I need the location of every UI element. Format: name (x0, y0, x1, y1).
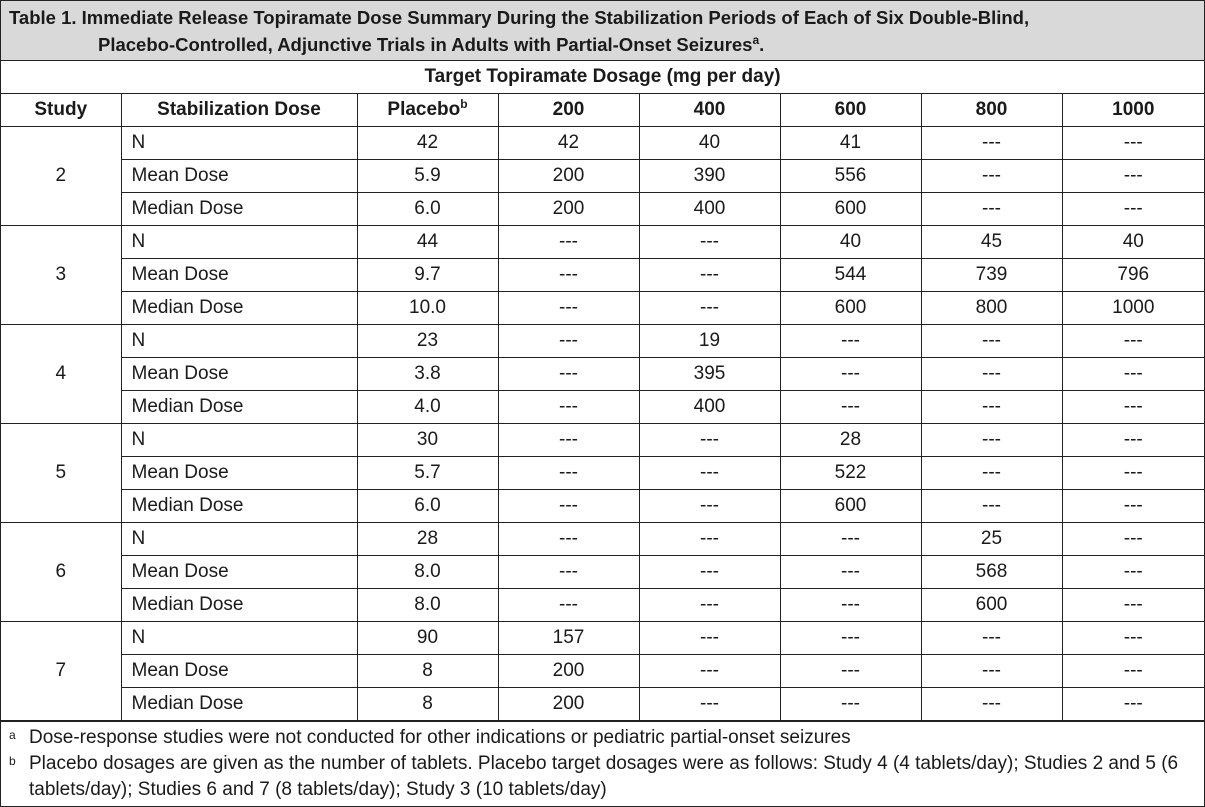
value-cell-600: 40 (780, 226, 921, 259)
value-cell-600: --- (780, 655, 921, 688)
table-row (1, 688, 1204, 721)
value-cell-1000: --- (1062, 622, 1204, 655)
value-cell-200: --- (498, 391, 639, 424)
value-cell-400: 395 (639, 358, 780, 391)
value-cell-800: --- (921, 457, 1062, 490)
header-stabilization-dose: Stabilization Dose (121, 94, 357, 127)
header-placebo-label: Placebo (387, 99, 461, 120)
value-cell-200: --- (498, 556, 639, 589)
table-row (1, 325, 1204, 358)
value-cell-200: --- (498, 457, 639, 490)
value-cell-400: --- (639, 655, 780, 688)
value-cell-placebo: 44 (357, 226, 498, 259)
value-cell-200: --- (498, 424, 639, 457)
table-row (1, 490, 1204, 523)
stabilization-dose-label: N (121, 127, 357, 160)
value-cell-800: --- (921, 127, 1062, 160)
stabilization-dose-label: Median Dose (121, 193, 357, 226)
value-cell-200: --- (498, 589, 639, 622)
header-600: 600 (780, 94, 921, 127)
value-cell-600: 41 (780, 127, 921, 160)
value-cell-600: --- (780, 391, 921, 424)
value-cell-1000: --- (1062, 424, 1204, 457)
stabilization-dose-label: Median Dose (121, 391, 357, 424)
stabilization-dose-label: N (121, 523, 357, 556)
value-cell-1000: --- (1062, 160, 1204, 193)
value-cell-800: --- (921, 391, 1062, 424)
value-cell-1000: 40 (1062, 226, 1204, 259)
value-cell-1000: --- (1062, 589, 1204, 622)
stabilization-dose-label: N (121, 622, 357, 655)
value-cell-200: 200 (498, 655, 639, 688)
header-400: 400 (639, 94, 780, 127)
value-cell-600: 544 (780, 259, 921, 292)
super-header-row (1, 61, 1204, 94)
table-row (1, 160, 1204, 193)
value-cell-200: --- (498, 358, 639, 391)
value-cell-800: 800 (921, 292, 1062, 325)
caption-footnote-mark: a (752, 33, 760, 47)
value-cell-placebo: 28 (357, 523, 498, 556)
header-placebo-footnote-mark: b (460, 97, 468, 111)
value-cell-1000: --- (1062, 490, 1204, 523)
stabilization-dose-label: N (121, 424, 357, 457)
value-cell-400: --- (639, 589, 780, 622)
value-cell-400: --- (639, 226, 780, 259)
value-cell-placebo: 30 (357, 424, 498, 457)
value-cell-600: --- (780, 358, 921, 391)
value-cell-800: --- (921, 160, 1062, 193)
value-cell-placebo: 5.7 (357, 457, 498, 490)
value-cell-800: 45 (921, 226, 1062, 259)
value-cell-600: --- (780, 589, 921, 622)
value-cell-200: 157 (498, 622, 639, 655)
study-cell: 3 (1, 226, 121, 325)
value-cell-200: --- (498, 523, 639, 556)
value-cell-400: --- (639, 688, 780, 721)
value-cell-600: 556 (780, 160, 921, 193)
table-row (1, 391, 1204, 424)
value-cell-600: --- (780, 688, 921, 721)
stabilization-dose-label: Mean Dose (121, 655, 357, 688)
value-cell-placebo: 6.0 (357, 193, 498, 226)
value-cell-400: 19 (639, 325, 780, 358)
value-cell-600: 600 (780, 292, 921, 325)
value-cell-400: --- (639, 622, 780, 655)
value-cell-placebo: 23 (357, 325, 498, 358)
study-cell: 6 (1, 523, 121, 622)
value-cell-400: 400 (639, 193, 780, 226)
value-cell-200: --- (498, 226, 639, 259)
value-cell-200: 200 (498, 193, 639, 226)
value-cell-600: 600 (780, 490, 921, 523)
value-cell-600: 600 (780, 193, 921, 226)
footnote-a (9, 725, 1198, 751)
table-row (1, 127, 1204, 160)
study-cell: 7 (1, 622, 121, 721)
caption-line-2-end: . (759, 34, 765, 55)
table-body (1, 127, 1204, 721)
value-cell-200: --- (498, 325, 639, 358)
stabilization-dose-label: Mean Dose (121, 358, 357, 391)
value-cell-800: 25 (921, 523, 1062, 556)
study-cell: 2 (1, 127, 121, 226)
footnote-b-mark: b (9, 754, 16, 768)
stabilization-dose-label: Median Dose (121, 589, 357, 622)
stabilization-dose-label: Mean Dose (121, 160, 357, 193)
value-cell-400: --- (639, 292, 780, 325)
value-cell-600: 28 (780, 424, 921, 457)
footnote-b-text: Placebo dosages are given as the number of tablets. Placebo target dosages were as follows: Study 4 (4 tablets/day); Studies 2 and 5 (6 tablets/day); Studies 6 and 7 (8 tablets/day); Study 3 (10 tablets/day) (29, 753, 1179, 800)
table-row (1, 226, 1204, 259)
value-cell-200: 200 (498, 160, 639, 193)
value-cell-1000: 1000 (1062, 292, 1204, 325)
value-cell-600: --- (780, 325, 921, 358)
table-row (1, 622, 1204, 655)
target-dosage-header: Target Topiramate Dosage (mg per day) (1, 61, 1204, 94)
value-cell-1000: --- (1062, 193, 1204, 226)
header-800: 800 (921, 94, 1062, 127)
value-cell-placebo: 9.7 (357, 259, 498, 292)
stabilization-dose-label: Mean Dose (121, 259, 357, 292)
value-cell-800: --- (921, 490, 1062, 523)
value-cell-400: 400 (639, 391, 780, 424)
value-cell-1000: --- (1062, 523, 1204, 556)
value-cell-placebo: 8 (357, 655, 498, 688)
value-cell-placebo: 42 (357, 127, 498, 160)
table-row (1, 292, 1204, 325)
table-caption (1, 1, 1204, 61)
study-cell: 4 (1, 325, 121, 424)
header-1000: 1000 (1062, 94, 1204, 127)
value-cell-200: --- (498, 490, 639, 523)
table-row (1, 424, 1204, 457)
stabilization-dose-label: Median Dose (121, 490, 357, 523)
value-cell-placebo: 8.0 (357, 589, 498, 622)
stabilization-dose-label: Median Dose (121, 688, 357, 721)
table-row (1, 259, 1204, 292)
header-200: 200 (498, 94, 639, 127)
value-cell-400: --- (639, 457, 780, 490)
table-row (1, 589, 1204, 622)
value-cell-1000: --- (1062, 391, 1204, 424)
value-cell-1000: --- (1062, 325, 1204, 358)
stabilization-dose-label: N (121, 226, 357, 259)
value-cell-800: --- (921, 622, 1062, 655)
value-cell-placebo: 5.9 (357, 160, 498, 193)
value-cell-400: --- (639, 490, 780, 523)
value-cell-placebo: 8.0 (357, 556, 498, 589)
footnote-b (9, 751, 1198, 803)
value-cell-800: --- (921, 655, 1062, 688)
value-cell-400: 390 (639, 160, 780, 193)
value-cell-800: --- (921, 688, 1062, 721)
stabilization-dose-label: Median Dose (121, 292, 357, 325)
value-cell-600: 522 (780, 457, 921, 490)
table-row (1, 523, 1204, 556)
value-cell-200: 200 (498, 688, 639, 721)
value-cell-1000: --- (1062, 457, 1204, 490)
value-cell-600: --- (780, 523, 921, 556)
footnote-a-mark: a (9, 728, 16, 742)
footnote-a-text: Dose-response studies were not conducted for other indications or pediatric partial-onset seizures (29, 727, 851, 748)
caption-line-1: Table 1. Immediate Release Topiramate Dose Summary During the Stabilization Periods of Each of Six Double-Blind, (9, 7, 1030, 28)
value-cell-1000: --- (1062, 127, 1204, 160)
value-cell-1000: --- (1062, 688, 1204, 721)
value-cell-400: --- (639, 523, 780, 556)
value-cell-1000: 796 (1062, 259, 1204, 292)
header-placebo (357, 94, 498, 127)
value-cell-800: --- (921, 193, 1062, 226)
value-cell-400: 40 (639, 127, 780, 160)
header-study: Study (1, 94, 121, 127)
value-cell-800: --- (921, 424, 1062, 457)
value-cell-800: 568 (921, 556, 1062, 589)
value-cell-placebo: 3.8 (357, 358, 498, 391)
value-cell-400: --- (639, 424, 780, 457)
value-cell-400: --- (639, 556, 780, 589)
value-cell-800: 739 (921, 259, 1062, 292)
value-cell-placebo: 10.0 (357, 292, 498, 325)
value-cell-placebo: 90 (357, 622, 498, 655)
value-cell-1000: --- (1062, 655, 1204, 688)
table-row (1, 655, 1204, 688)
value-cell-placebo: 8 (357, 688, 498, 721)
value-cell-200: 42 (498, 127, 639, 160)
value-cell-800: 600 (921, 589, 1062, 622)
table-row (1, 556, 1204, 589)
value-cell-200: --- (498, 259, 639, 292)
table-row (1, 358, 1204, 391)
stabilization-dose-label: Mean Dose (121, 457, 357, 490)
value-cell-1000: --- (1062, 556, 1204, 589)
stabilization-dose-label: Mean Dose (121, 556, 357, 589)
footnotes (1, 721, 1204, 803)
value-cell-1000: --- (1062, 358, 1204, 391)
study-cell: 5 (1, 424, 121, 523)
value-cell-placebo: 4.0 (357, 391, 498, 424)
table-row (1, 193, 1204, 226)
value-cell-400: --- (639, 259, 780, 292)
stabilization-dose-label: N (121, 325, 357, 358)
table-row (1, 457, 1204, 490)
column-header-row (1, 94, 1204, 127)
dose-table (1, 61, 1204, 721)
caption-line-2 (9, 31, 1196, 58)
value-cell-200: --- (498, 292, 639, 325)
value-cell-600: --- (780, 622, 921, 655)
caption-line-2-text: Placebo-Controlled, Adjunctive Trials in Adults with Partial-Onset Seizures (98, 34, 753, 55)
value-cell-800: --- (921, 358, 1062, 391)
value-cell-placebo: 6.0 (357, 490, 498, 523)
value-cell-600: --- (780, 556, 921, 589)
value-cell-800: --- (921, 325, 1062, 358)
